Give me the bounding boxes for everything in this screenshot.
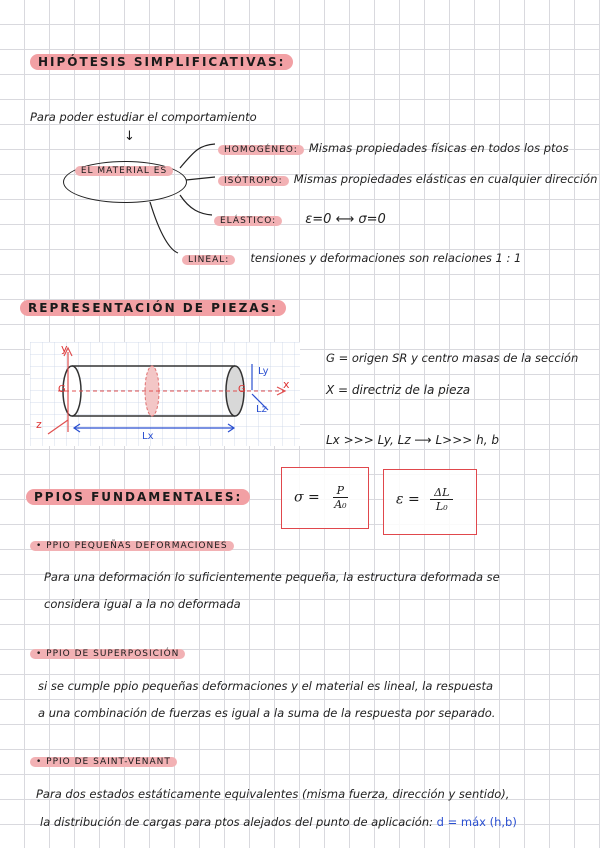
- sigma-formula-box: [281, 467, 369, 529]
- item-homogeneo: [218, 137, 569, 156]
- principle-saint-venant-tail: d = máx (h,b): [436, 815, 517, 829]
- g-right-label: G: [238, 384, 246, 395]
- sigma-lhs: σ =: [294, 489, 320, 506]
- principle-superposicion-title: • PPIO DE SUPERPOSICIÓN: [30, 649, 185, 659]
- principle-saint-venant-line2: [40, 815, 517, 829]
- principle-superposicion-line1: si se cumple ppio pequeñas deformaciones y el material es lineal, la respuesta: [38, 679, 494, 693]
- item-lineal: [182, 247, 521, 266]
- epsilon-formula-box: [383, 469, 477, 535]
- axis-z-label: z: [36, 418, 42, 431]
- principle-pequenas-line2: considera igual a la no deformada: [44, 597, 241, 611]
- center-label-text: EL MATERIAL ES: [75, 166, 173, 176]
- item-homogeneo-label: HOMOGÉNEO:: [218, 145, 304, 155]
- principle-superposicion-line2: a una combinación de fuerzas es igual a la suma de la respuesta por separado.: [38, 706, 496, 720]
- principle-saint-venant-line2-text: la distribución de cargas para ptos alejados del punto de aplicación:: [40, 815, 433, 829]
- axis-x-label: x: [283, 378, 290, 391]
- section-title-ppios: PPIOS FUNDAMENTALES:: [26, 489, 250, 505]
- epsilon-num: ΔL: [430, 486, 453, 500]
- section-title-representacion: REPRESENTACIÓN DE PIEZAS:: [20, 300, 286, 316]
- down-arrow-icon: ↓: [124, 129, 135, 144]
- principle-saint-venant-line1: Para dos estados estáticamente equivalentes (misma fuerza, dirección y sentido),: [36, 787, 510, 801]
- note-lengths: Lx >>> Ly, Lz ⟶ L>>> h, b: [326, 433, 499, 447]
- item-isotropo: [218, 168, 597, 187]
- epsilon-lhs: ε =: [396, 491, 420, 508]
- note-g: G = origen SR y centro masas de la sección: [326, 351, 579, 365]
- intro-text: Para poder estudiar el comportamiento: [30, 110, 257, 124]
- principle-pequenas-title: • PPIO PEQUEÑAS DEFORMACIONES: [30, 541, 234, 551]
- note-x: X = directriz de la pieza: [326, 383, 471, 397]
- beam-svg: [30, 342, 300, 446]
- sigma-den: A₀: [334, 498, 347, 511]
- lx-label: Lx: [142, 431, 154, 442]
- principle-pequenas-line1: Para una deformación lo suficientemente pequeña, la estructura deformada se: [44, 570, 500, 584]
- section-title-hipotesis: HIPÓTESIS SIMPLIFICATIVAS:: [30, 54, 293, 70]
- lz-label: Lz: [256, 404, 267, 415]
- item-elastico: [214, 208, 386, 227]
- axis-y-label: y: [61, 342, 68, 355]
- item-elastico-text: ε=0 ⟷ σ=0: [305, 212, 386, 227]
- item-lineal-text: tensiones y deformaciones son relaciones 1 : 1: [250, 251, 522, 265]
- beam-diagram: [30, 342, 300, 446]
- epsilon-den: L₀: [435, 500, 448, 513]
- item-homogeneo-text: Mismas propiedades físicas en todos los ptos: [308, 141, 569, 155]
- g-left-label: G: [58, 384, 66, 395]
- ly-label: Ly: [258, 366, 269, 377]
- item-elastico-label: ELÁSTICO:: [214, 216, 282, 226]
- item-isotropo-label: ISÓTROPO:: [218, 176, 289, 186]
- item-lineal-label: LINEAL:: [182, 255, 235, 265]
- sigma-num: P: [333, 484, 348, 498]
- item-isotropo-text: Mismas propiedades elásticas en cualquier dirección: [293, 172, 598, 186]
- principle-saint-venant-title: • PPIO DE SAINT-VENANT: [30, 757, 177, 767]
